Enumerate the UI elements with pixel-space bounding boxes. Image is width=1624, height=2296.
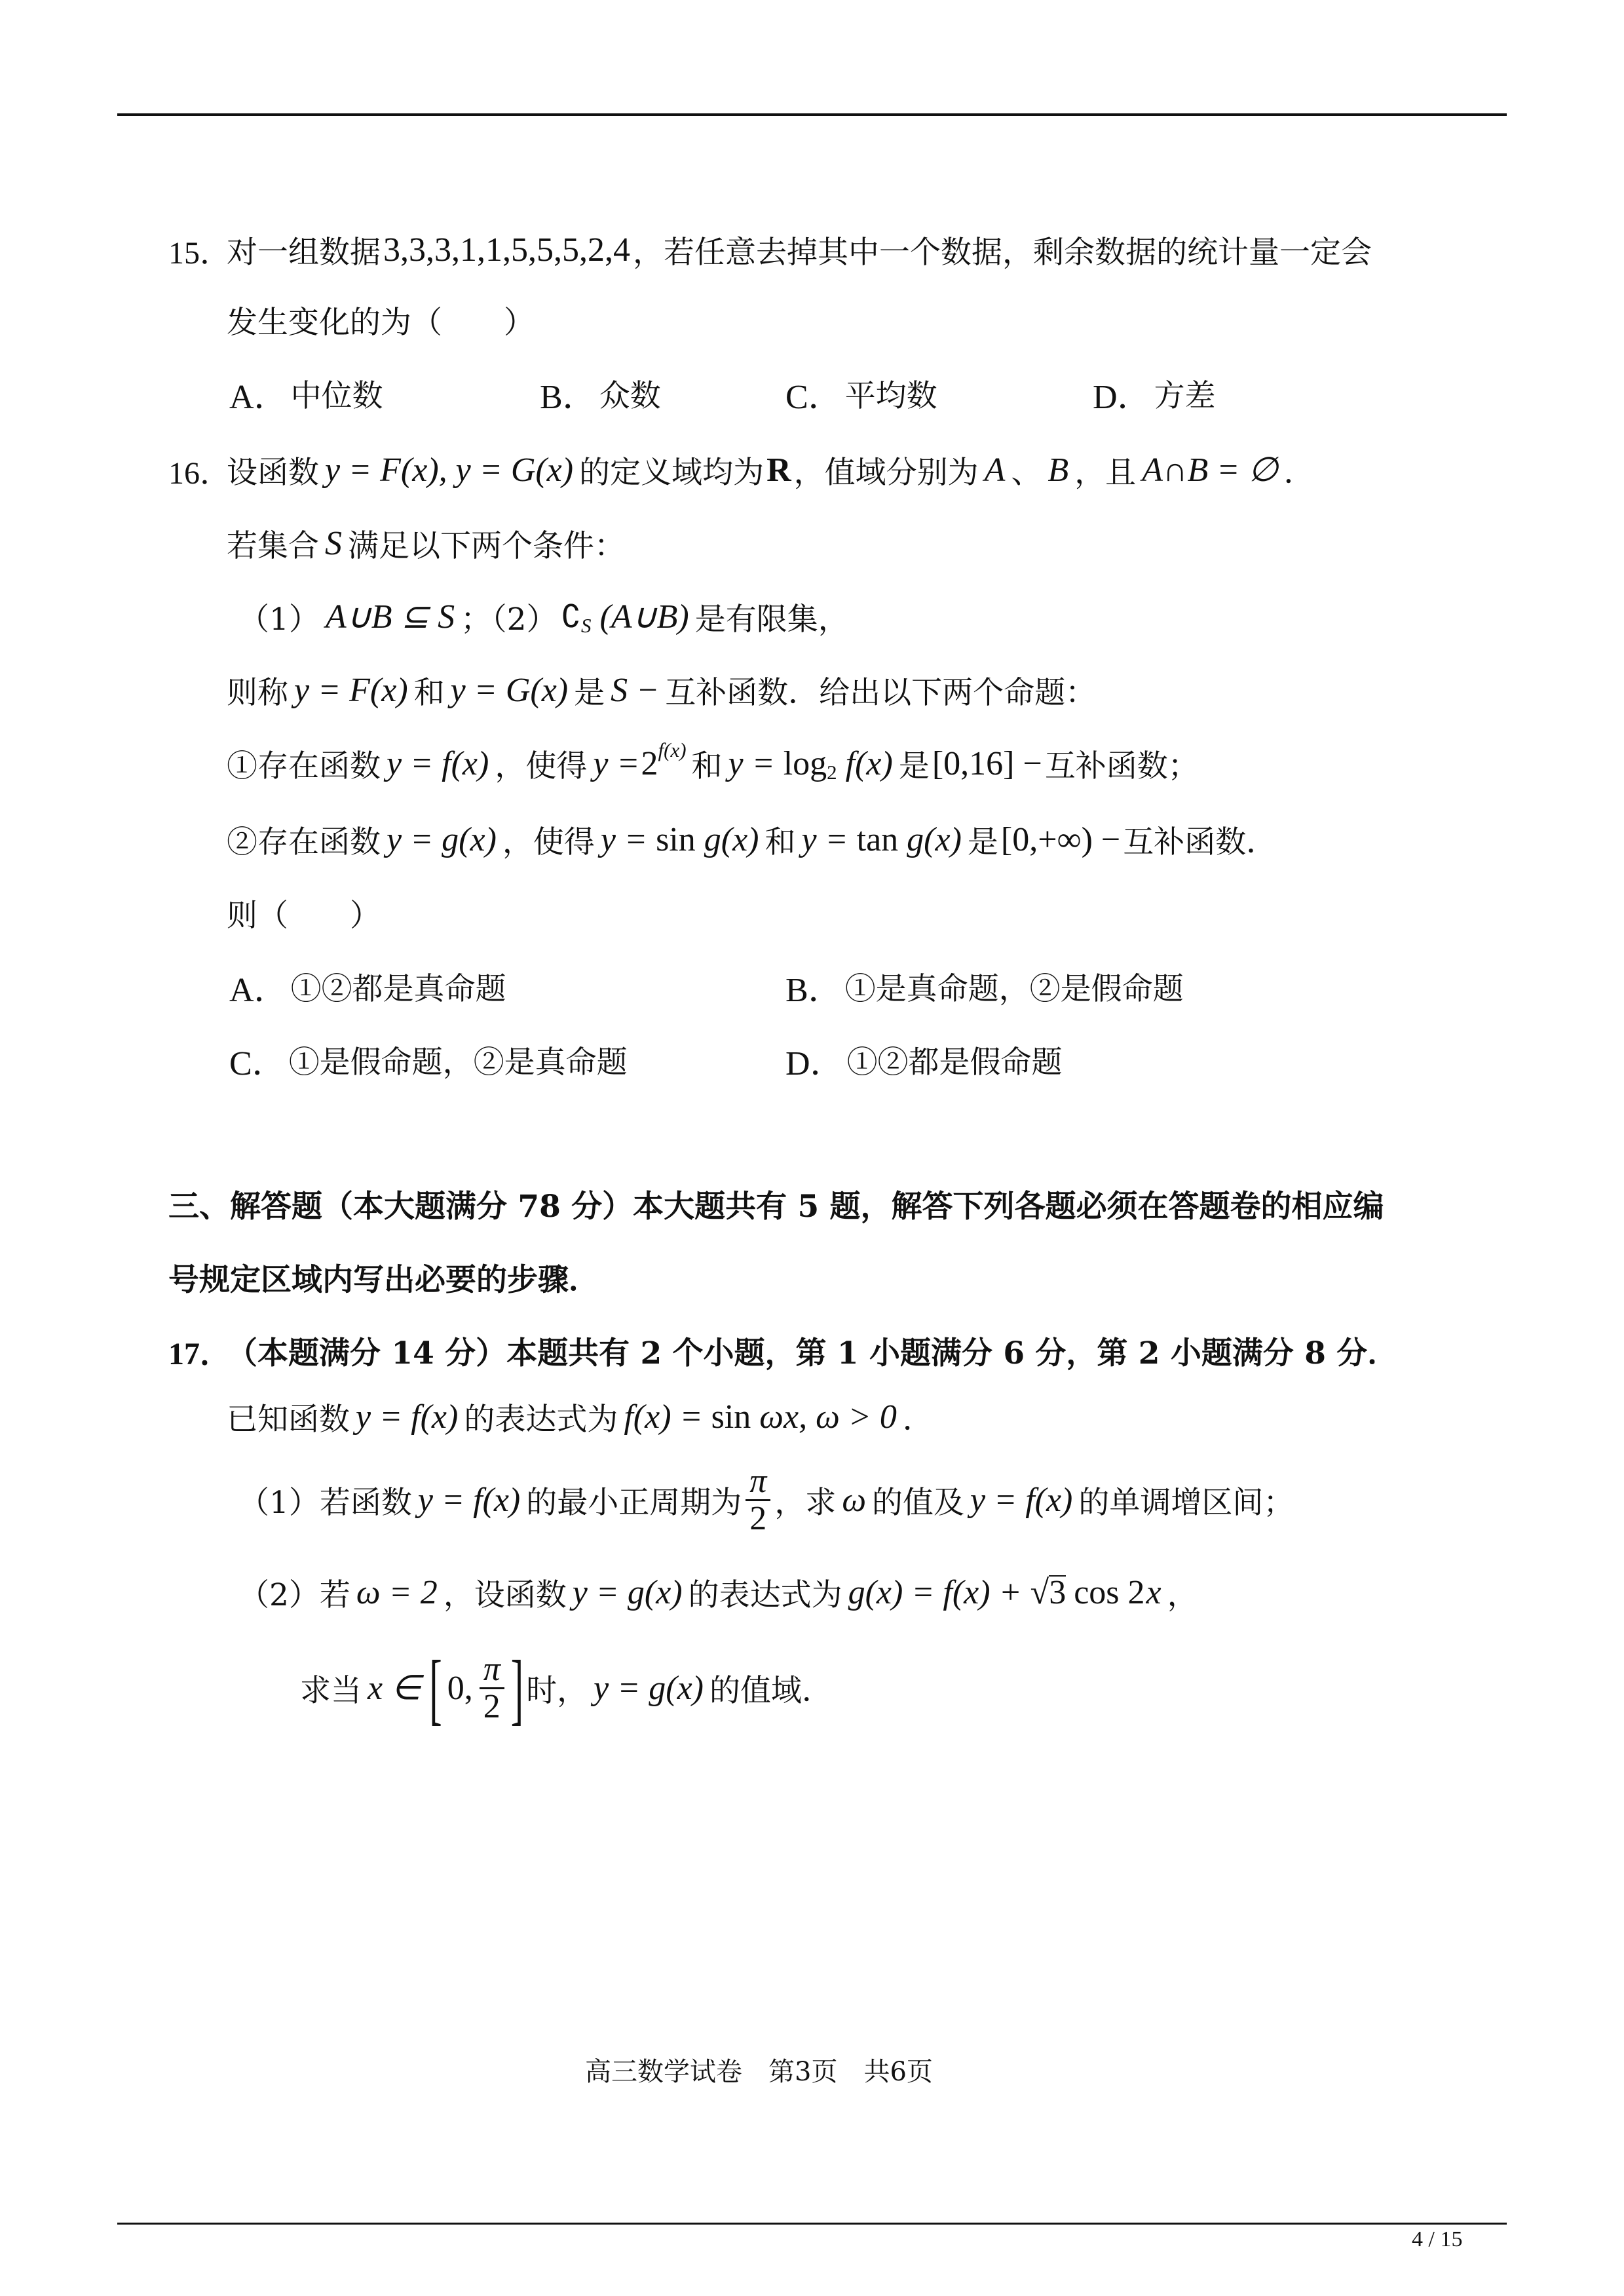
option-text: ①②都是真命题 [290, 970, 506, 1007]
tan-function: tan [856, 820, 899, 858]
q16-math: y = [593, 744, 640, 782]
q16-text: 则（ ） [227, 897, 381, 934]
q16-text: 互补函数． [1123, 824, 1277, 860]
q16-math: f(x) [845, 744, 893, 782]
q15-option-d [1090, 373, 1216, 416]
footer-rule [117, 2223, 1507, 2225]
q16-math: y = [801, 820, 848, 858]
q16-text: 的定义域均为 [579, 454, 765, 491]
q17-text: ． [902, 1401, 934, 1438]
q17-text: （1）若函数 [238, 1484, 412, 1521]
fraction-numerator: π [480, 1652, 504, 1689]
q16-text: 和 [691, 748, 723, 784]
q17-text: ，求 [774, 1484, 837, 1521]
q16-math: B [1048, 451, 1069, 489]
q16-math: g(x) [704, 820, 759, 858]
option-letter: C． [229, 1044, 286, 1082]
q15-number: 15． [168, 235, 232, 271]
q17-part-1 [238, 1461, 1294, 1539]
q16-text: ①存在函数 [227, 748, 381, 784]
complement-symbol: ∁ [561, 598, 582, 635]
q16-math: y = [728, 744, 775, 782]
q17-math: ω = 2 [356, 1573, 438, 1611]
q16-text: ，使得 [502, 824, 595, 860]
q16-text: 、 [1011, 454, 1042, 491]
option-letter: B． [540, 378, 597, 416]
option-text: ①②都是假命题 [846, 1044, 1063, 1081]
q16-text: 若集合 [227, 527, 319, 564]
q15-data-values: 3,3,3,1,1,5,5,5,2,4 [383, 231, 630, 269]
q16-text: 是 [898, 748, 930, 784]
option-letter: B． [785, 971, 842, 1009]
option-letter: D． [1093, 378, 1152, 416]
q17-part-2-domain [300, 1642, 833, 1734]
q16-math: y = F(x), y = G(x) [325, 451, 574, 489]
q16-option-b [783, 966, 1184, 1009]
option-text: 平均数 [844, 377, 937, 414]
q17-part-2 [238, 1573, 1198, 1612]
q17-text: ，设函数 [443, 1577, 567, 1613]
option-letter: A． [229, 971, 288, 1009]
q16-text: ，使得 [495, 748, 588, 784]
q16-text: 是有限集， [694, 601, 849, 638]
page-number-text: 4 / 15 [1412, 2227, 1463, 2251]
q17-math: y = g(x) [594, 1669, 704, 1707]
q16-math: A∪B ⊆ S [325, 598, 455, 636]
q16-text: ；（2） [461, 601, 557, 638]
fraction-numerator: π [746, 1464, 770, 1501]
section-3-heading-line-1 [168, 1184, 1384, 1223]
q17-text: 时， [526, 1672, 588, 1709]
square-root-symbol: √ [1030, 1573, 1049, 1611]
q16-text: 是 [574, 674, 605, 711]
q16-math-base: 2 [641, 744, 658, 782]
fraction-denominator: 2 [483, 1687, 500, 1725]
footer-title: 高三数学试卷 [585, 2056, 742, 2087]
log-base: 2 [827, 761, 837, 784]
q16-text: 互补函数．给出以下两个命题： [665, 674, 1097, 711]
q16-proposition-2 [227, 820, 1277, 859]
q16-math: A∩B = ∅ [1142, 451, 1278, 489]
q16-option-d [783, 1040, 1063, 1082]
q15-option-a [227, 373, 383, 416]
q17-header: （本题满分 14 分）本题共有 2 个小题，第 1 小题满分 6 分，第 2 小题满分 8 分． [227, 1335, 1399, 1371]
q16-math: g(x) [907, 820, 962, 858]
option-text: ①是真命题，②是假命题 [844, 970, 1184, 1007]
log-function: log [783, 744, 827, 782]
q16-math: S [325, 524, 342, 562]
footer-page: 第3页 [768, 2056, 838, 2087]
q16-math-exponent: f(x) [658, 738, 687, 761]
q17-math: y = f(x) [356, 1398, 459, 1436]
q16-number: 16． [168, 455, 232, 491]
q16-interval: [0,+∞) − [1000, 820, 1121, 858]
q17-text: 的最小正周期为 [526, 1484, 742, 1521]
q17-math: y = g(x) [572, 1573, 683, 1611]
q17-header-line [168, 1331, 1398, 1370]
pi-over-2-fraction [746, 1464, 770, 1537]
q15-text: ，若任意去掉其中一个数据，剩余数据的统计量一定会 [633, 234, 1372, 271]
page-number [1412, 2227, 1462, 2253]
left-bracket: [ [429, 1643, 442, 1733]
sin-function: sin [656, 820, 696, 858]
q16-text: 和 [413, 674, 445, 711]
q16-proposition-1 [227, 738, 1199, 784]
q16-math: S − [611, 671, 660, 709]
fraction-denominator: 2 [749, 1499, 767, 1537]
section-3-heading-line-2 [168, 1257, 599, 1297]
q17-text: 的值域． [709, 1672, 833, 1709]
q15-option-c [783, 373, 937, 416]
pi-over-2-fraction [480, 1652, 504, 1725]
q16-text: 满足以下两个条件： [348, 527, 625, 564]
q16-math: y = f(x) [387, 744, 489, 782]
square-root-radicand: 3 [1049, 1574, 1067, 1611]
q16-math: y = [600, 820, 648, 858]
q17-math: f(x) = [624, 1398, 703, 1436]
q17-math: x ∈ [368, 1670, 421, 1707]
q16-text: ． [1283, 454, 1315, 491]
q17-text: ， [1167, 1577, 1198, 1613]
q17-math: y = f(x) [417, 1481, 521, 1519]
q17-math: ωx, ω > 0 [759, 1398, 897, 1436]
header-rule [117, 113, 1507, 116]
q16-text: ②存在函数 [227, 824, 381, 860]
q17-text: 求当 [300, 1672, 362, 1709]
q16-math-reals: R [766, 451, 791, 489]
footer-total: 共6页 [863, 2056, 933, 2087]
q16-math: y = G(x) [450, 671, 569, 709]
q16-math: y = F(x) [294, 671, 408, 709]
q16-line-2 [227, 524, 625, 563]
cos-term: cos 2 [1074, 1573, 1145, 1611]
q15-line-1 [168, 230, 1372, 269]
q17-text: （2）若 [238, 1577, 350, 1613]
q16-line-7 [227, 893, 381, 932]
q17-text: 的表达式为 [464, 1401, 618, 1438]
interval-start: 0, [447, 1669, 473, 1707]
q16-option-a [227, 966, 506, 1009]
option-letter: D． [785, 1044, 844, 1082]
q16-text: 是 [967, 824, 998, 860]
q16-line-3 [238, 597, 849, 636]
q17-math: ω [842, 1481, 867, 1519]
sin-function: sin [711, 1398, 751, 1436]
q17-text: 的值及 [872, 1484, 965, 1521]
q16-math: y = g(x) [387, 820, 497, 858]
option-text: 中位数 [290, 377, 383, 414]
q17-text: 的表达式为 [688, 1577, 842, 1613]
q16-text: 和 [765, 824, 796, 860]
q17-text: 已知函数 [227, 1401, 350, 1438]
section-3-heading: 三、解答题（本大题满分 78 分）本大题共有 5 题，解答下列各题必须在答题卷的相应编 [168, 1188, 1384, 1225]
q16-text: 设函数 [227, 454, 319, 491]
q15-line-2 [227, 300, 535, 339]
q16-math: A [984, 451, 1006, 489]
q17-number: 17． [168, 1336, 232, 1371]
option-text: 方差 [1154, 377, 1216, 414]
q16-text: ，值域分别为 [793, 454, 979, 491]
option-letter: A． [229, 378, 288, 416]
q17-math: y = f(x) [970, 1481, 1073, 1519]
q15-text: 发生变化的为（ ） [227, 304, 535, 341]
q16-line-4 [227, 670, 1096, 710]
q16-option-c [227, 1040, 628, 1082]
q16-text: （1） [238, 601, 320, 638]
complement-subscript: S [581, 614, 592, 637]
q15-option-b [537, 373, 661, 416]
option-letter: C． [785, 378, 842, 416]
right-bracket: ] [510, 1643, 524, 1733]
q15-text: 对一组数据 [227, 234, 381, 271]
q16-line-1 [168, 450, 1315, 489]
option-text: ①是假命题，②是真命题 [288, 1044, 628, 1081]
q17-math: x [1146, 1573, 1161, 1611]
section-3-heading: 号规定区域内写出必要的步骤． [168, 1261, 599, 1298]
q17-math: g(x) = f(x) + [848, 1573, 1022, 1611]
q16-math: (A∪B) [599, 598, 689, 636]
q16-text: ，且 [1074, 454, 1137, 491]
q16-interval: [0,16] − [932, 744, 1042, 782]
q16-text: 互补函数； [1044, 748, 1199, 784]
q17-line-2 [227, 1397, 934, 1436]
option-text: 众数 [599, 377, 661, 414]
q16-text: 则称 [227, 674, 288, 711]
page-footer [585, 2053, 959, 2086]
q17-text: 的单调增区间； [1078, 1484, 1294, 1521]
